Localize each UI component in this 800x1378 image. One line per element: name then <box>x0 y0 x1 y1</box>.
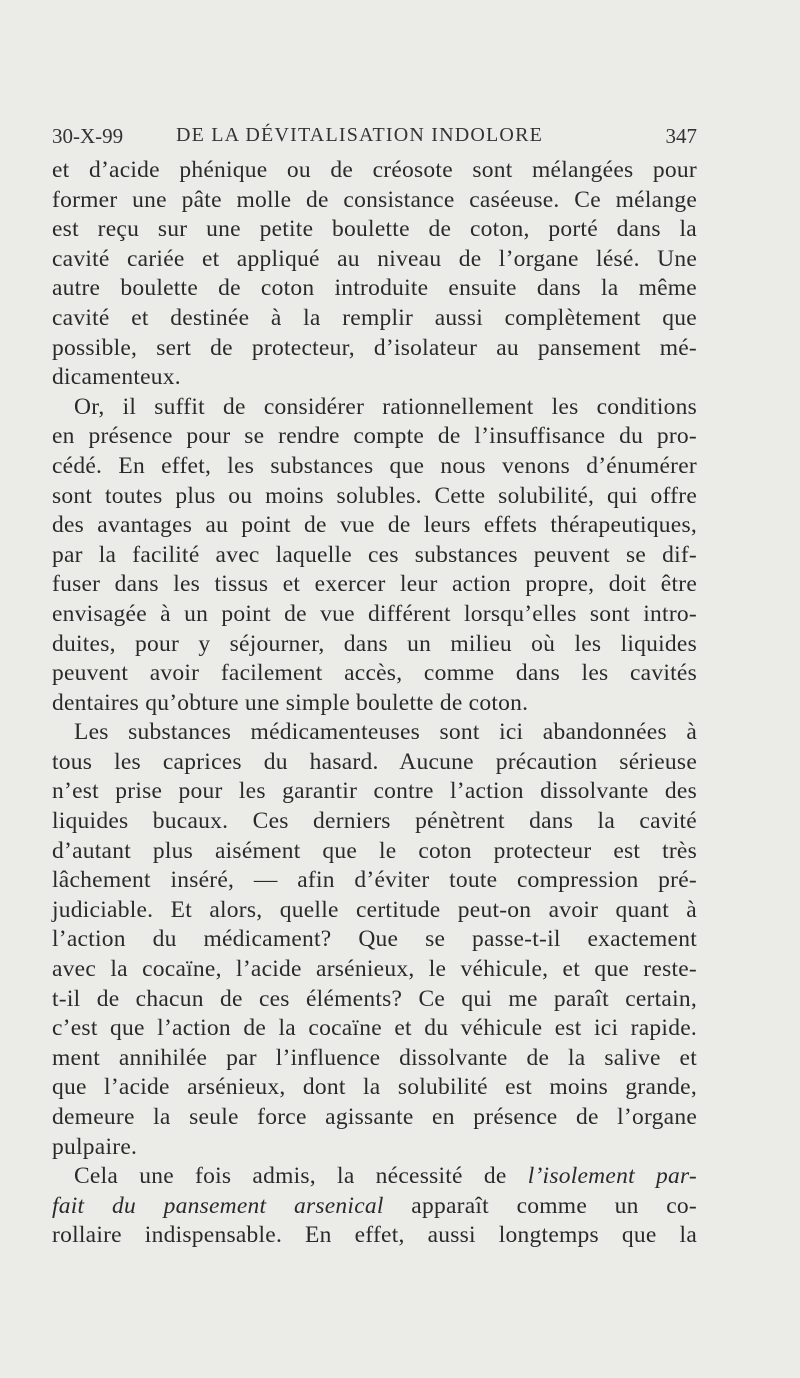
text-line <box>52 1162 697 1192</box>
text-line: pulpaire. <box>52 1133 138 1160</box>
text-line: cavité cariée et appliqué au niveau de l’organe lésé. Une <box>52 245 697 272</box>
text-line: tous les caprices du hasard. Aucune précaution sérieuse <box>52 748 697 775</box>
text-line: Les substances médicamenteuses sont ici abandonnées à <box>74 719 697 746</box>
italic-fragment: l’isolement par- <box>527 1163 697 1190</box>
text-line: duites, pour y séjourner, dans un milieu où les liquides <box>52 630 697 657</box>
text-line: par la facilité avec laquelle ces substances peuvent se dif- <box>52 541 697 568</box>
text-line: en présence pour se rendre compte de l’insuffisance du pro- <box>52 423 697 450</box>
text-line: lâchement inséré, — afin d’éviter toute compression pré- <box>52 867 697 894</box>
page-number: 347 <box>665 124 697 148</box>
text-line <box>52 1192 697 1222</box>
text-fragment: apparaît comme un co- <box>383 1192 697 1219</box>
text-line: envisagée à un point de vue différent lorsqu’elles sont intro- <box>52 600 697 627</box>
text-line: avec la cocaïne, l’acide arsénieux, le véhicule, et que reste- <box>52 956 697 983</box>
text-line: ment annihilée par l’influence dissolvante de la salive et <box>52 1044 697 1071</box>
body-text <box>52 156 697 1251</box>
text-line: cavité et destinée à la remplir aussi complètement que <box>52 304 697 331</box>
text-line: l’action du médicament? Que se passe-t-il exactement <box>52 926 697 953</box>
text-line: demeure la seule force agissante en présence de l’organe <box>52 1104 697 1130</box>
text-line: dentaires qu’obture une simple boulette de coton. <box>52 689 529 716</box>
text-line: fuser dans les tissus et exercer leur action propre, doit être <box>52 571 697 598</box>
text-line: liquides bucaux. Ces derniers pénètrent dans la cavité <box>52 808 697 835</box>
text-line: former une pâte molle de consistance caséeuse. Ce mélange <box>52 186 697 213</box>
header-date: 30-X-99 <box>52 124 124 148</box>
text-line: et d’acide phénique ou de créosote sont mélangées pour <box>52 157 697 183</box>
body-lines <box>52 156 697 1162</box>
text-line: judiciable. Et alors, quelle certitude peut-on avoir quant à <box>52 896 697 923</box>
text-line: des avantages au point de vue de leurs effets thérapeutiques, <box>52 512 697 539</box>
text-line: c’est que l’action de la cocaïne et du véhicule est ici rapide. <box>52 1015 697 1042</box>
text-line: cédé. En effet, les substances que nous venons d’énumérer <box>52 452 697 479</box>
text-fragment: Cela une fois admis, la nécessité de <box>74 1163 528 1190</box>
text-line: sont toutes plus ou moins solubles. Cette solubilité, qui offre <box>52 482 697 509</box>
running-head <box>52 120 697 156</box>
header-title: DE LA DÉVITALISATION INDOLORE <box>176 124 544 146</box>
text-line: n’est prise pour les garantir contre l’action dissolvante des <box>52 778 697 805</box>
text-line: possible, sert de protecteur, d’isolateur au pansement mé- <box>52 334 697 361</box>
text-line: autre boulette de coton introduite ensuite dans la même <box>52 275 697 302</box>
text-line: que l’acide arsénieux, dont la solubilité est moins grande, <box>52 1074 697 1101</box>
italic-fragment: fait du pansement arsenical <box>52 1192 384 1219</box>
text-line: Or, il suffit de considérer rationnellement les conditions <box>74 393 697 420</box>
text-line: t-il de chacun de ces éléments? Ce qui me paraît certain, <box>52 985 697 1012</box>
text-line: d’autant plus aisément que le coton protecteur est très <box>52 837 697 864</box>
text-line: est reçu sur une petite boulette de coton, porté dans la <box>52 216 697 243</box>
text-line: rollaire indispensable. En effet, aussi longtemps que la <box>52 1222 697 1249</box>
text-line: peuvent avoir facilement accès, comme dans les cavités <box>52 660 697 687</box>
text-line: dicamenteux. <box>52 364 181 391</box>
